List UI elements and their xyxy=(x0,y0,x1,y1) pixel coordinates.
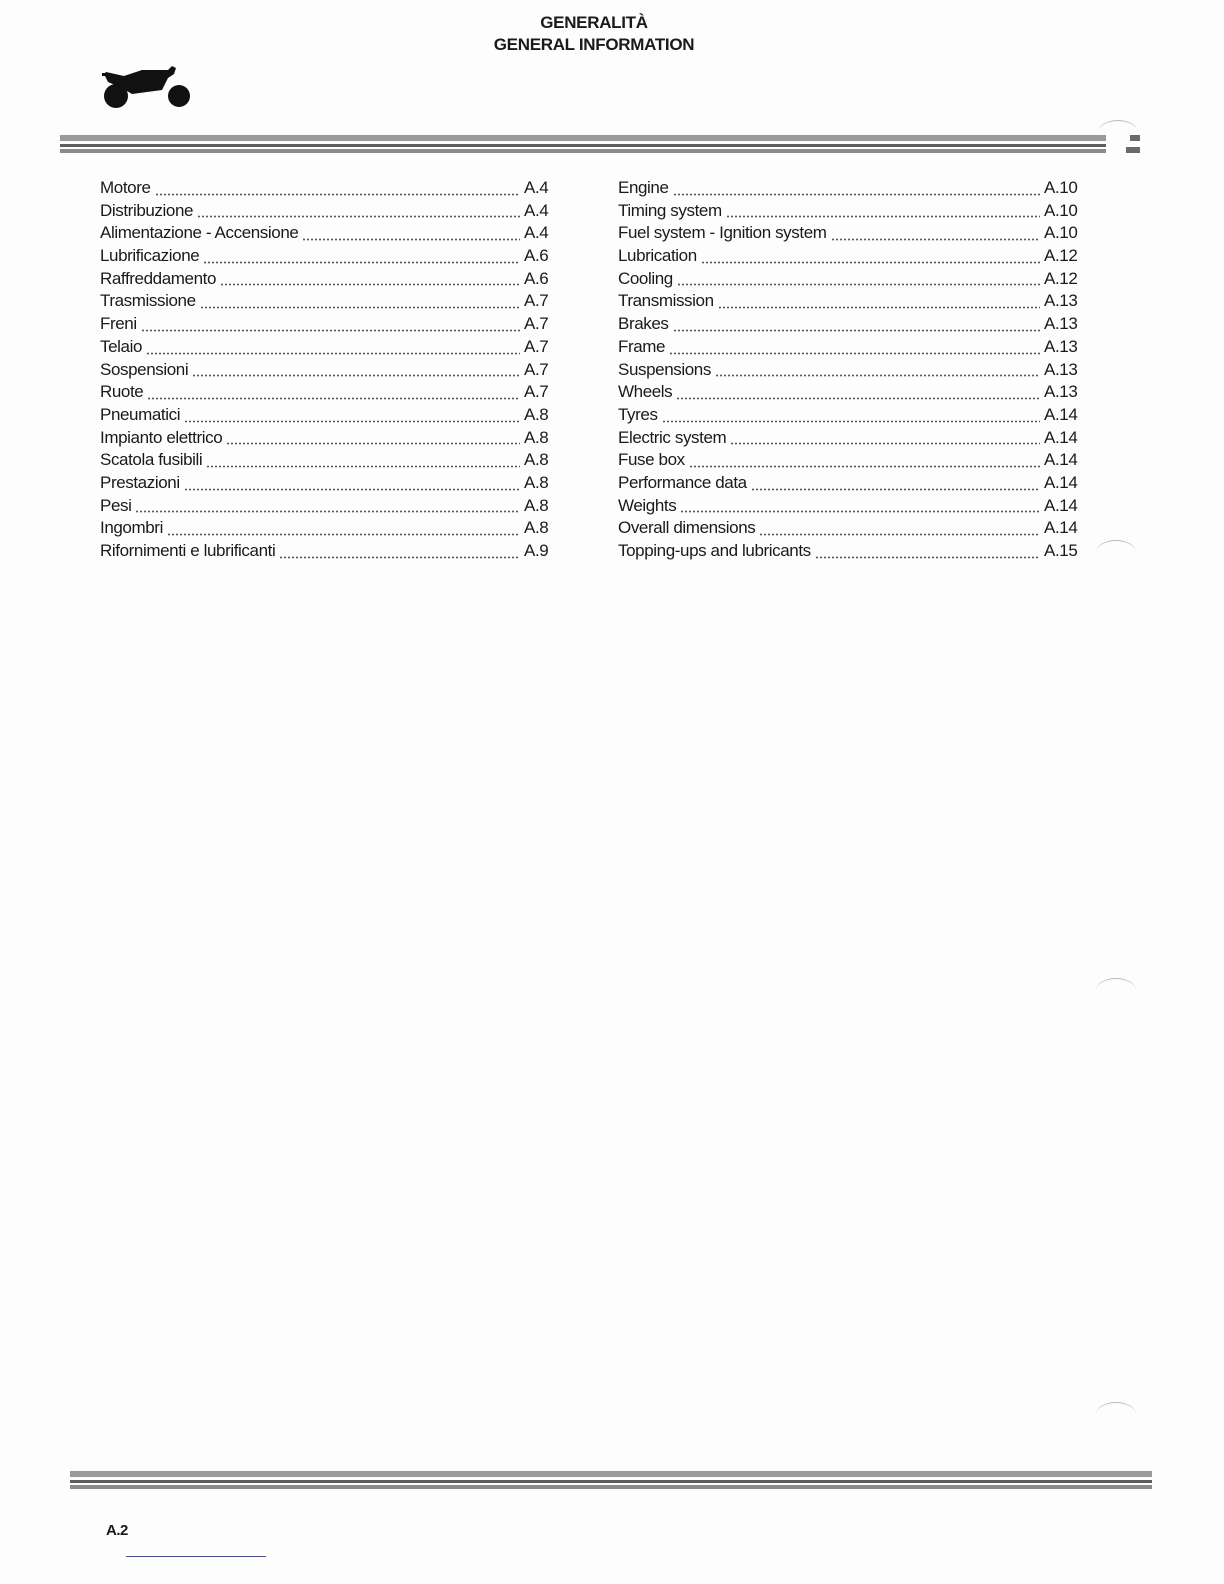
toc-entry[interactable] xyxy=(618,178,1090,201)
toc-entry[interactable] xyxy=(100,178,560,201)
dot-leader xyxy=(680,510,1040,513)
toc-entry-page: A.4 xyxy=(524,178,549,197)
top-divider xyxy=(60,135,1106,153)
dot-leader xyxy=(155,193,520,196)
toc-entry[interactable] xyxy=(618,382,1090,405)
toc-entry-page: A.8 xyxy=(524,495,549,515)
punch-hole-mark xyxy=(1098,120,1138,145)
link-underline[interactable] xyxy=(126,1556,266,1557)
toc-entry-label: Freni xyxy=(100,314,137,334)
toc-entry-label: Motore xyxy=(100,178,151,197)
toc-entry[interactable] xyxy=(618,473,1090,496)
toc-entry[interactable] xyxy=(618,428,1090,451)
toc-entry-label: Ingombri xyxy=(100,518,163,538)
toc-entry[interactable] xyxy=(100,496,560,519)
dot-leader xyxy=(689,465,1040,468)
dot-leader xyxy=(751,488,1040,491)
toc-entry[interactable] xyxy=(100,314,560,337)
toc-entry-label: Lubrificazione xyxy=(100,246,200,266)
toc-entry-page: A.10 xyxy=(1044,200,1078,220)
dot-leader xyxy=(167,533,520,536)
toc-entry-page: A.14 xyxy=(1044,450,1078,470)
toc-entry-page: A.7 xyxy=(524,382,549,402)
toc-entry-label: Telaio xyxy=(100,336,143,356)
toc-entry[interactable] xyxy=(100,405,560,428)
toc-entry[interactable] xyxy=(100,337,560,360)
toc-entry-label: Suspensions xyxy=(618,359,711,379)
toc-entry-label: Pneumatici xyxy=(100,404,181,424)
dot-leader xyxy=(669,352,1040,355)
toc-entry-page: A.4 xyxy=(524,223,549,243)
toc-entry-page: A.14 xyxy=(1044,495,1078,515)
dot-leader xyxy=(146,352,520,355)
toc-entry-page: A.9 xyxy=(524,541,549,560)
toc-entry-page: A.14 xyxy=(1044,404,1078,424)
toc-entry-label: Topping-ups and lubricants xyxy=(618,541,811,560)
toc-entry[interactable] xyxy=(618,223,1090,246)
dot-leader xyxy=(279,556,520,559)
punch-hole-mark xyxy=(1096,978,1136,1003)
toc-entry-label: Fuse box xyxy=(618,450,685,470)
toc-entry-label: Wheels xyxy=(618,382,673,402)
toc-entry-page: A.13 xyxy=(1044,336,1078,356)
dot-leader xyxy=(184,420,520,423)
dot-leader xyxy=(302,238,520,241)
toc-entry[interactable] xyxy=(100,223,560,246)
toc-entry-label: Cooling xyxy=(618,268,673,288)
toc-entry-label: Pesi xyxy=(100,495,132,515)
toc-italian xyxy=(100,178,560,564)
toc-entry-page: A.8 xyxy=(524,518,549,538)
toc-entry[interactable] xyxy=(100,541,560,564)
dot-leader xyxy=(200,306,520,309)
toc-entry-page: A.14 xyxy=(1044,518,1078,538)
toc-entry-page: A.8 xyxy=(524,427,549,447)
dot-leader xyxy=(673,193,1040,196)
dot-leader xyxy=(815,556,1040,559)
toc-entry[interactable] xyxy=(618,337,1090,360)
toc-entry-page: A.13 xyxy=(1044,359,1078,379)
dot-leader xyxy=(135,510,520,513)
toc-entry[interactable] xyxy=(618,541,1090,564)
punch-hole-mark xyxy=(1096,540,1136,565)
toc-entry-page: A.8 xyxy=(524,472,549,492)
toc-entry-page: A.12 xyxy=(1044,268,1078,288)
toc-entry[interactable] xyxy=(100,291,560,314)
toc-entry-page: A.6 xyxy=(524,246,549,266)
toc-entry-label: Alimentazione - Accensione xyxy=(100,223,299,243)
dot-leader xyxy=(220,283,520,286)
dot-leader xyxy=(676,397,1040,400)
dot-leader xyxy=(147,397,520,400)
dot-leader xyxy=(141,329,520,332)
toc-entry-label: Electric system xyxy=(618,427,727,447)
toc-entry-page: A.4 xyxy=(524,200,549,220)
toc-entry-label: Distribuzione xyxy=(100,200,194,220)
toc-entry-label: Weights xyxy=(618,495,677,515)
toc-entry-page: A.13 xyxy=(1044,382,1078,402)
dot-leader xyxy=(673,329,1040,332)
dot-leader xyxy=(226,442,520,445)
toc-entry-page: A.10 xyxy=(1044,223,1078,243)
toc-entry-label: Frame xyxy=(618,336,666,356)
motorcycle-icon xyxy=(102,64,194,110)
bottom-divider xyxy=(70,1471,1152,1489)
punch-hole-mark xyxy=(1096,1402,1136,1427)
toc-entry-label: Raffreddamento xyxy=(100,268,216,288)
toc-entry-label: Impianto elettrico xyxy=(100,427,223,447)
toc-entry-page: A.14 xyxy=(1044,472,1078,492)
toc-entry-label: Sospensioni xyxy=(100,359,189,379)
toc-entry-page: A.7 xyxy=(524,359,549,379)
toc-entry-label: Performance data xyxy=(618,472,747,492)
toc-entry-label: Transmission xyxy=(618,291,714,311)
toc-entry-page: A.7 xyxy=(524,336,549,356)
dot-leader xyxy=(662,420,1040,423)
toc-entry-page: A.14 xyxy=(1044,427,1078,447)
dot-leader xyxy=(715,374,1040,377)
toc-entry-label: Lubrication xyxy=(618,246,697,266)
toc-entry-label: Rifornimenti e lubrificanti xyxy=(100,541,276,560)
toc-entry[interactable] xyxy=(618,496,1090,519)
toc-entry-label: Fuel system - Ignition system xyxy=(618,223,827,243)
dot-leader xyxy=(726,215,1040,218)
toc-entry[interactable] xyxy=(100,360,560,383)
toc-entry[interactable] xyxy=(100,246,560,269)
title-italian: GENERALITÀ xyxy=(540,13,648,32)
toc-entry-label: Overall dimensions xyxy=(618,518,756,538)
toc-entry[interactable] xyxy=(100,428,560,451)
toc-entry[interactable] xyxy=(100,518,560,541)
dot-leader xyxy=(718,306,1040,309)
toc-entry-page: A.10 xyxy=(1044,178,1078,197)
toc-entry-page: A.7 xyxy=(524,291,549,311)
dot-leader xyxy=(206,465,520,468)
dot-leader xyxy=(197,215,520,218)
title-english: GENERAL INFORMATION xyxy=(493,35,695,54)
toc-entry[interactable] xyxy=(100,201,560,224)
toc-entry-label: Trasmissione xyxy=(100,291,196,311)
toc-entry[interactable] xyxy=(618,405,1090,428)
page-number: A.2 xyxy=(106,1522,128,1539)
dot-leader xyxy=(184,488,520,491)
page-header xyxy=(394,12,794,56)
dot-leader xyxy=(203,261,520,264)
toc-entry-label: Brakes xyxy=(618,314,669,334)
toc-entry-label: Prestazioni xyxy=(100,472,180,492)
toc-entry-label: Tyres xyxy=(618,404,658,424)
toc-entry[interactable] xyxy=(618,518,1090,541)
toc-entry-page: A.13 xyxy=(1044,291,1078,311)
toc-entry[interactable] xyxy=(618,314,1090,337)
toc-entry-page: A.13 xyxy=(1044,314,1078,334)
dot-leader xyxy=(730,442,1040,445)
toc-entry-label: Engine xyxy=(618,178,669,197)
toc-entry[interactable] xyxy=(618,291,1090,314)
toc-entry-page: A.7 xyxy=(524,314,549,334)
dot-leader xyxy=(701,261,1040,264)
toc-entry-label: Timing system xyxy=(618,200,722,220)
toc-entry[interactable] xyxy=(618,360,1090,383)
toc-entry[interactable] xyxy=(100,473,560,496)
toc-entry[interactable] xyxy=(100,450,560,473)
toc-english xyxy=(618,178,1090,564)
dot-leader xyxy=(192,374,520,377)
dot-leader xyxy=(759,533,1040,536)
toc-entry-page: A.8 xyxy=(524,404,549,424)
toc-entry[interactable] xyxy=(100,269,560,292)
toc-entry-page: A.6 xyxy=(524,268,549,288)
dot-leader xyxy=(677,283,1040,286)
toc-entry[interactable] xyxy=(618,246,1090,269)
toc-entry-page: A.15 xyxy=(1044,541,1078,560)
toc-entry-page: A.12 xyxy=(1044,246,1078,266)
toc-entry-page: A.8 xyxy=(524,450,549,470)
toc-entry[interactable] xyxy=(100,382,560,405)
toc-entry[interactable] xyxy=(618,269,1090,292)
toc-entry-label: Ruote xyxy=(100,382,144,402)
toc-entry[interactable] xyxy=(618,201,1090,224)
toc-entry-label: Scatola fusibili xyxy=(100,450,203,470)
dot-leader xyxy=(831,238,1040,241)
toc-entry[interactable] xyxy=(618,450,1090,473)
